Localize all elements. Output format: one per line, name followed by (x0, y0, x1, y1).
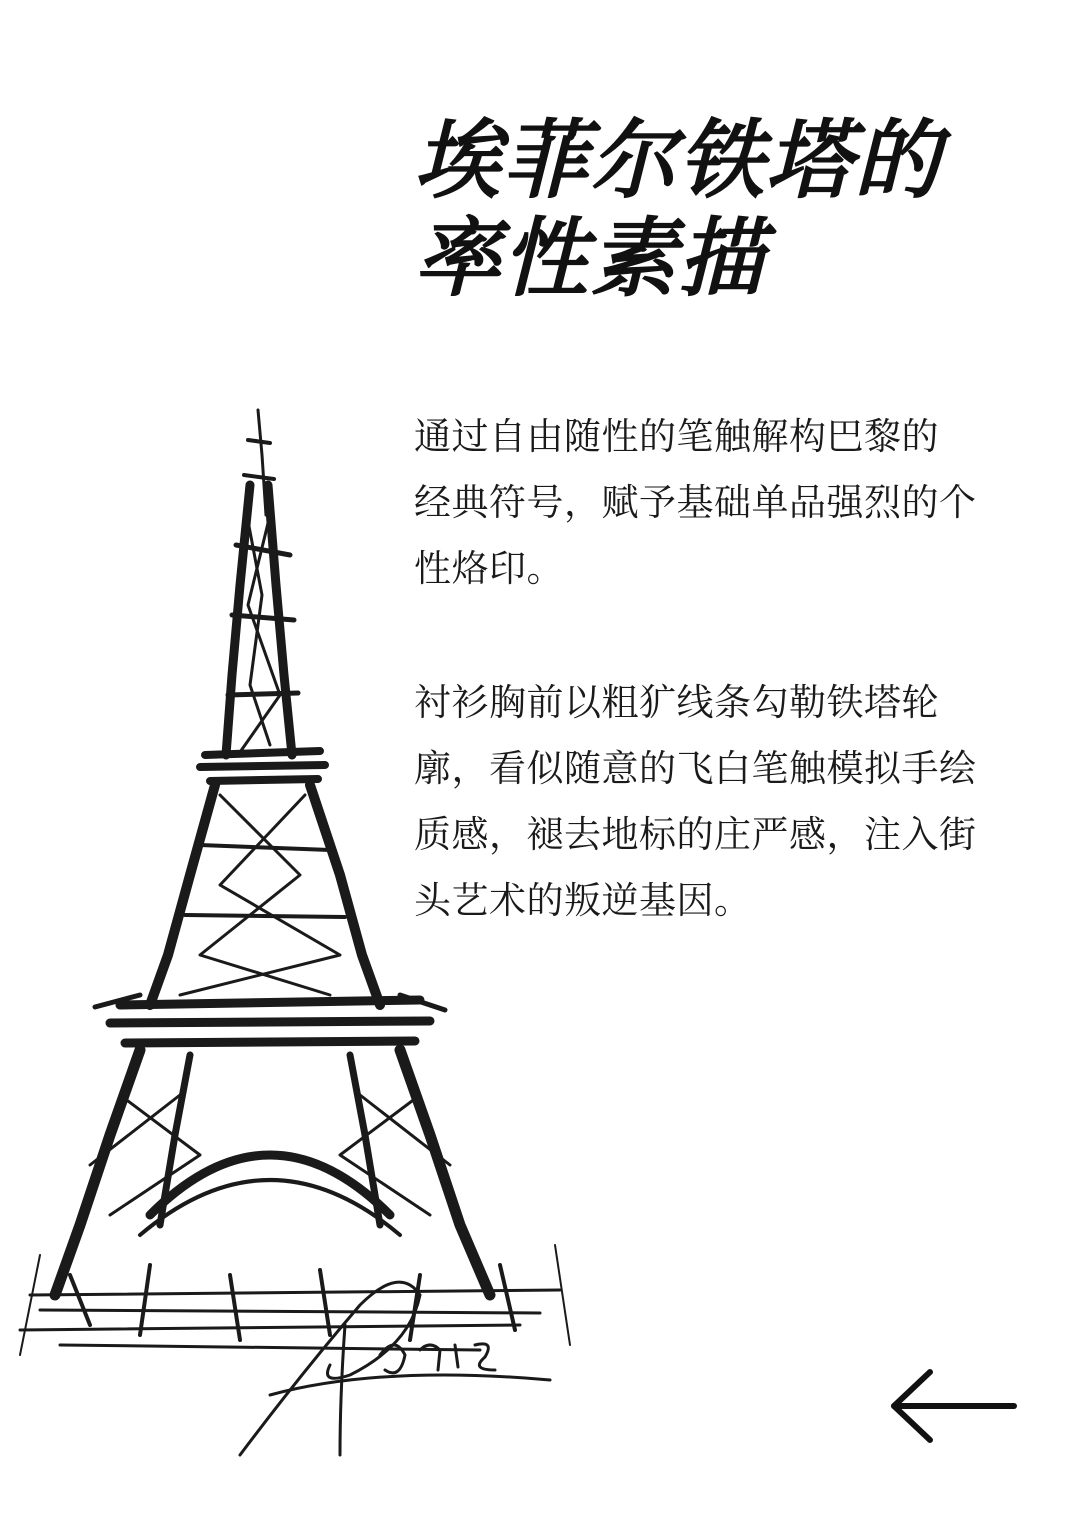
arrow-left-icon (884, 1366, 1020, 1446)
title-line-1: 埃菲尔铁塔的 (414, 111, 942, 211)
eiffel-tower-illustration (0, 395, 600, 1495)
paragraph-2-line-3: 质感，褪去地标的庄严感，注入街 (414, 813, 977, 856)
paris-signature-scribble (240, 1282, 550, 1455)
page-title (414, 112, 1054, 308)
paragraph-2-line-4: 头艺术的叛逆基因。 (414, 879, 752, 922)
title-line-2: 率性素描 (414, 209, 766, 309)
eiffel-tower-sketch (0, 395, 600, 1495)
back-button[interactable] (884, 1366, 1020, 1446)
paragraph-1-line-1: 通过自由随性的笔触解构巴黎的 (414, 415, 939, 458)
signature-text: Paris (380, 1444, 386, 1446)
paragraph-2-line-1: 衬衫胸前以粗犷线条勾勒铁塔轮 (414, 681, 939, 724)
paragraph-2-line-2: 廓，看似随意的飞白笔触模拟手绘 (414, 747, 977, 790)
paragraph-1-line-3: 性烙印。 (414, 547, 564, 590)
paragraph-1-line-2: 经典符号，赋予基础单品强烈的个 (414, 481, 977, 524)
